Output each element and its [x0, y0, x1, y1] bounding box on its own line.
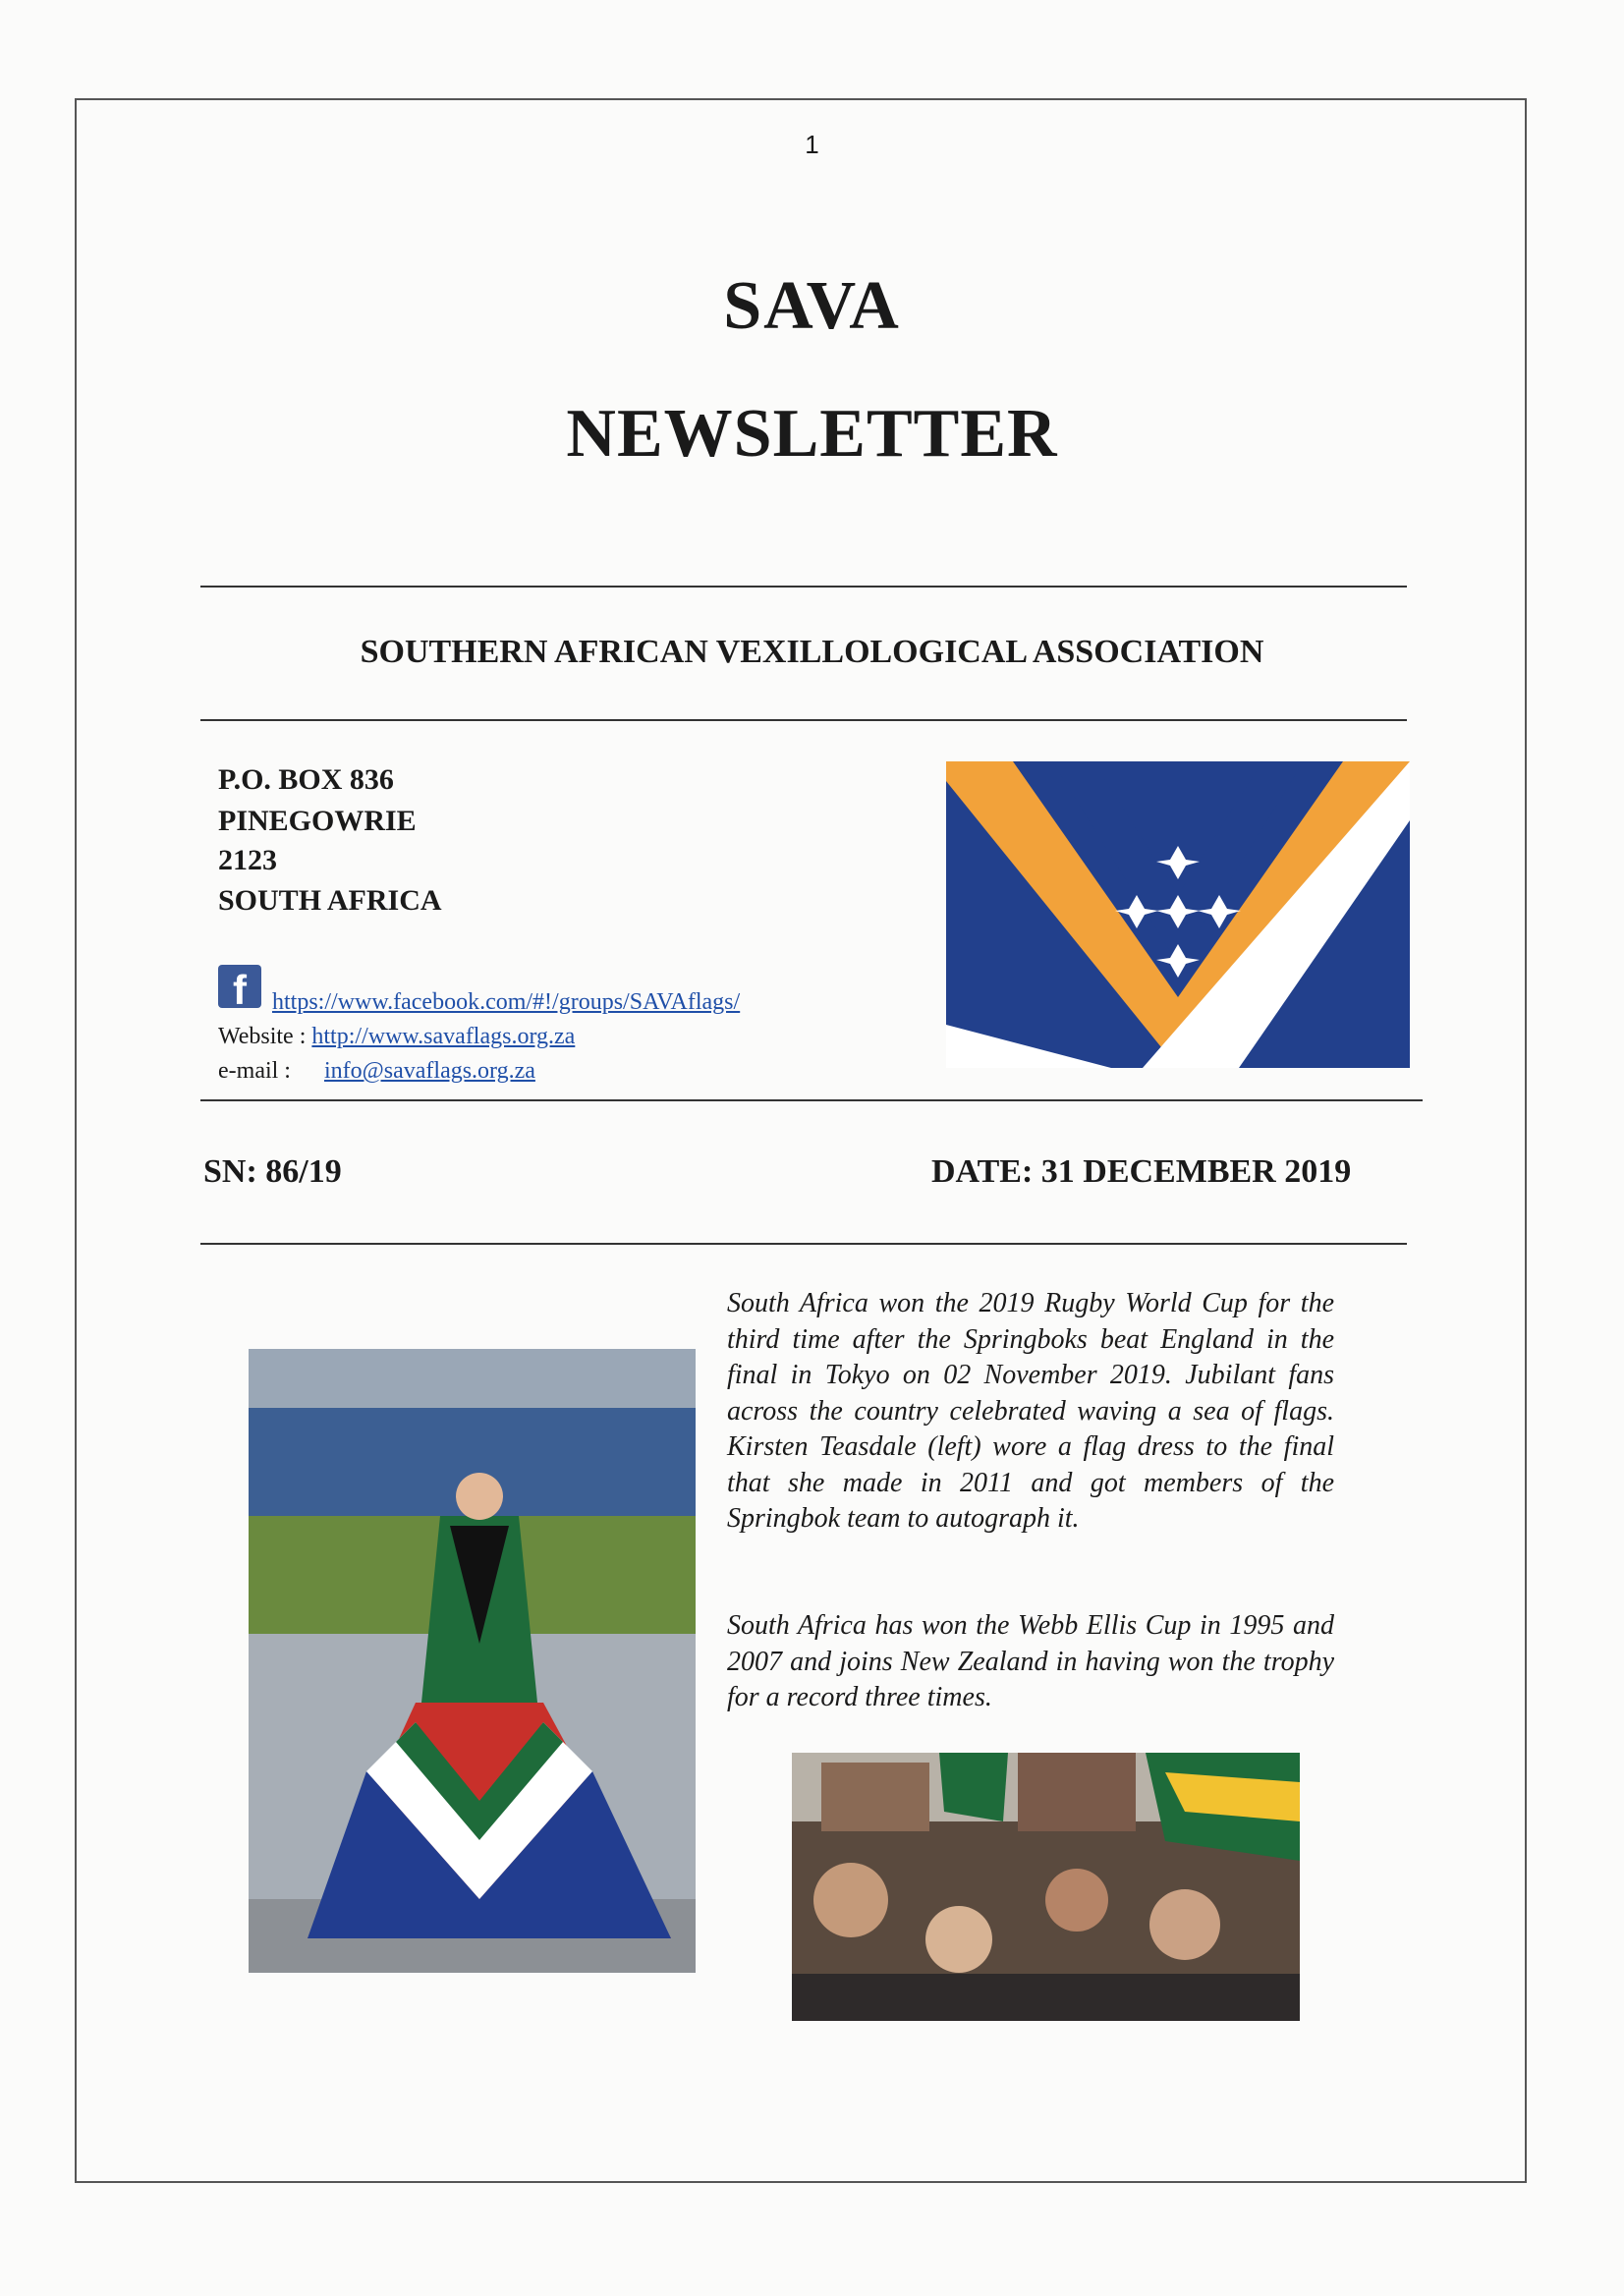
- flag-dress-photo: [249, 1349, 696, 1973]
- article-paragraph-2: South Africa has won the Webb Ellis Cup in 1995 and 2007 and joins New Zealand in having won the trophy for a record three times.: [727, 1610, 1334, 1712]
- photo-crowd-foreground: [792, 1974, 1300, 2021]
- serial-number: SN: 86/19: [203, 1153, 342, 1190]
- divider-issue: [200, 1243, 1407, 1245]
- newsletter-title-line1: SAVA: [723, 268, 901, 344]
- email-link[interactable]: info@savaflags.org.za: [324, 1058, 535, 1084]
- sava-flag-logo: [946, 761, 1410, 1068]
- photo-fan-1: [813, 1863, 888, 1937]
- divider-top: [200, 586, 1407, 588]
- divider-contact: [200, 1099, 1423, 1101]
- website-row: [218, 1024, 575, 1050]
- fans-crowd-photo: [792, 1753, 1300, 2021]
- newsletter-title-line2: NEWSLETTER: [566, 396, 1058, 472]
- page-number: 1: [805, 130, 819, 159]
- website-link[interactable]: http://www.savaflags.org.za: [311, 1024, 576, 1049]
- email-label: e-mail :: [218, 1058, 291, 1084]
- address-line-1: P.O. BOX 836: [218, 763, 394, 796]
- issue-date: DATE: 31 DECEMBER 2019: [931, 1153, 1352, 1190]
- organization-name: SOUTHERN AFRICAN VEXILLOLOGICAL ASSOCIATION: [360, 634, 1264, 670]
- photo-building-left: [821, 1763, 929, 1831]
- address-line-4: SOUTH AFRICA: [218, 884, 442, 917]
- website-label: Website :: [218, 1024, 307, 1049]
- address-line-3: 2123: [218, 844, 277, 876]
- email-row: [218, 1058, 535, 1085]
- photo-waved-flag-small: [939, 1753, 1008, 1821]
- photo-building-center: [1018, 1753, 1136, 1831]
- photo-sky: [249, 1349, 696, 1408]
- photo-fan-4: [1149, 1889, 1220, 1960]
- photo-fan-2: [925, 1906, 992, 1973]
- address-line-2: PINEGOWRIE: [218, 805, 417, 837]
- photo-person-head: [456, 1473, 503, 1520]
- article-paragraph-1: South Africa won the 2019 Rugby World Cup for the third time after the Springboks beat England in the final in Tokyo on 02 November 2019. Jubilant fans across the country celebrated waving a sea of flags. Kirsten Teasdale (left) wore a flag dress to the final that she made in 2011 and got members of the Springbok team to autograph it.: [727, 1288, 1334, 1534]
- divider-org: [200, 719, 1407, 721]
- facebook-icon: f: [218, 965, 261, 1008]
- photo-fan-3: [1045, 1869, 1108, 1932]
- facebook-link[interactable]: https://www.facebook.com/#!/groups/SAVAflags/: [272, 989, 741, 1015]
